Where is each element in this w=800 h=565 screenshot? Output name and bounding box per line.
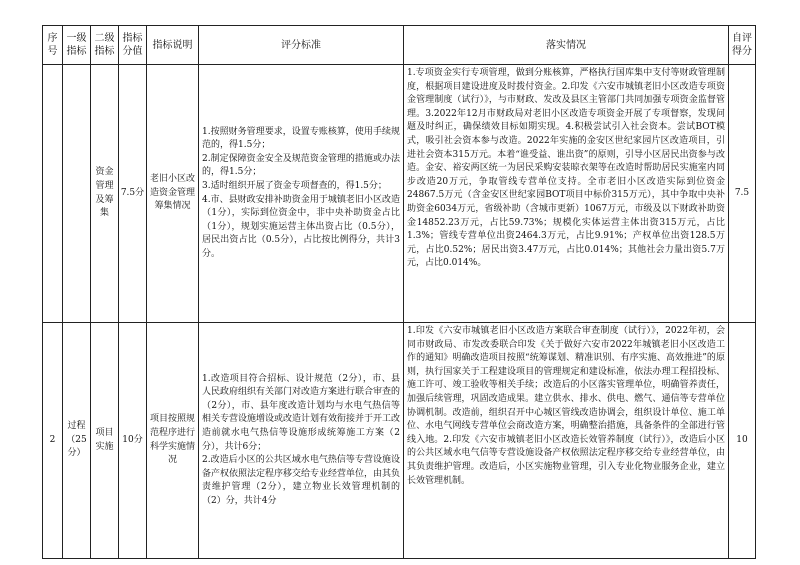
row-implementation: 1.印发《六安市城镇老旧小区改造方案联合审查制度（试行）》，2022年初，会同市财政局、市发改委联合印发《关于做好六安市2022年城镇老旧小区改造工作的通知》明确改造项目按照“统筹谋划、精准识别、有序实施、高效推进”的原则，执行国家关于工程建设项目的管理规定和建设标准，依法办理工程招投标、施工许可、竣工验收等相关手续；改造后的小区落实管理单位，明确管养责任，加强后续管理，巩固改造成果。建立供水、排水、供电、燃气、通信等专营单位协调机制。改造前，组织召开中心城区管线改造协调会，组织设计单位、施工单位、水电气网线专营单位会商改造方案，明确整治措施，具备条件的全部进行管线入地。2.印发《六安市城镇老旧小区改造长效管养制度（试行）》，改造后小区的公共区域水电气信等专营设施设备产权依照法定程序移交给专业经营单位，由其负责维护管理。改造后，小区实施物业管理，引入专业化物业服务企业，建立长效管理机制。 [404,323,729,559]
row-self-score: 7.5 [729,65,756,323]
criteria-item: 3.适时组织开展了资金专项督查的，得1.5分； [202,180,387,191]
header-level1: 一级指标 [63,26,91,65]
row-score: 10分 [119,323,147,559]
table-row [43,65,756,323]
header-seq: 序号 [43,26,63,65]
row-level2: 项目实施 [91,323,119,559]
row-criteria [199,65,404,323]
criteria-item: 2.制定保障资金安全及规范资金管理的措施或办法的，得1.5分； [202,153,400,178]
header-implementation: 落实情况 [404,26,729,65]
row-desc: 项目按照规范程序进行科学实施情况 [147,323,199,559]
row-seq: 2 [43,323,63,559]
criteria-item: 1.改造项目符合招标、设计规范（2分），市、县人民政府组织有关部门对改造方案进行联合审查的（2分），市、县年度改造计划均与水电气热信等相关专营设施增设或改造计划有效衔接并于开工改造前就水电气热信等设施形成统筹施工方案（2分），共计6分； [202,373,401,452]
header-level2: 二级指标 [91,26,119,65]
header-desc: 指标说明 [147,26,199,65]
row-criteria [199,323,404,559]
header-self-score: 自评得分 [729,26,756,65]
row-implementation: 1.专项资金实行专项管理，做到分账核算，严格执行国库集中支付等财政管理制度，根据项目建设进度及时拨付资金。2.印发《六安市城镇老旧小区改造专项资金管理制度（试行）》，与市财政、发改及县区主管部门共同加强专项资金监督管理。3.2022年12月市财政局对老旧小区改造专项资金开展了专项督察，发现问题及时纠正，确保绩效目标如期实现。4.积极尝试引入社会资本。尝试BOT模式，吸引社会资本参与改造。2022年实施的金安区世纪家园片区改造项目，引进社会资本315万元。本着“谁受益、谁出资”的原则，引导小区居民出资参与改造。金安、裕安两区统一为居民采购安装晾衣架等在改造时帮助居民实施室内同步改造20万元，争取管线专营单位支持。全市老旧小区改造实际到位资金24867.5万元（含金安区世纪家园BOT项目中标价315万元），其中争取中央补助资金6034万元，省级补助（含城市更新）1067万元，市级及以下财政补助资金14852.23万元，占比59.73%；规模化实体运营主体出资315万元，占比1.3%；管线专营单位出资2464.3万元，占比9.91%；产权单位出资128.5万元，占比0.52%；居民出资3.47万元，占比0.014%；其他社会力量出资5.7万元，占比0.014%。 [404,65,729,323]
header-row [43,26,756,65]
criteria-item: 4.市、县财政安排补助资金用于城镇老旧小区改造（1分），实际到位资金中，非中央补助资金占比（1分），规划实施运营主体出资占比（0.5分），居民出资占比（0.5分），占比按比例得分，共计3分。 [202,194,400,259]
row-level1: 过程（25分） [63,323,91,559]
row-level1 [63,65,91,323]
header-score: 指标分值 [119,26,147,65]
table-row [43,323,756,559]
row-score: 7.5分 [119,65,147,323]
criteria-item: 2.改造后小区的公共区域水电气热信等专营设施设备产权依照法定程序移交给专业经营单位，由其负责维护管理（2分），建立物业长效管理机制的（2）分，共计4分 [202,455,401,506]
row-seq [43,65,63,323]
row-desc: 老旧小区改造资金管理筹集情况 [147,65,199,323]
header-criteria: 评分标准 [199,26,404,65]
row-level2: 资金管理及筹集 [91,65,119,323]
evaluation-table [42,25,756,559]
criteria-item: 1.按照财务管理要求，设置专账核算，使用手续规范的，得1.5分； [202,126,400,151]
row-self-score: 10 [729,323,756,559]
